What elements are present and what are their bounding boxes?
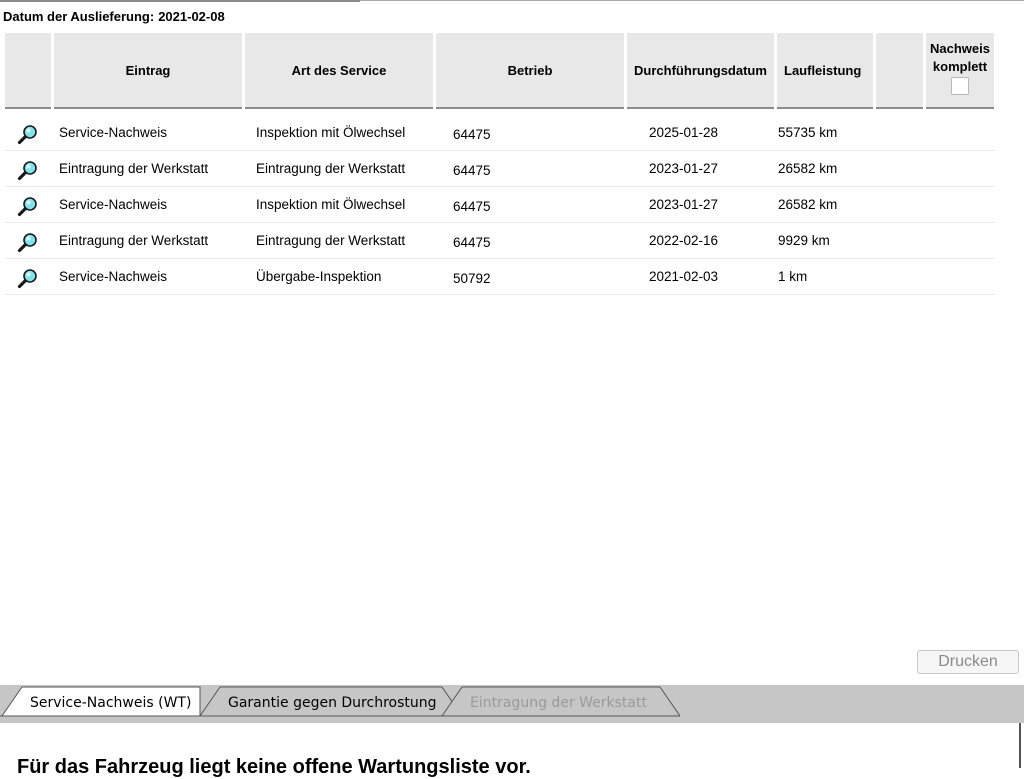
proof-complete-checkbox[interactable] bbox=[951, 77, 969, 95]
header-entry[interactable]: Eintrag bbox=[54, 33, 242, 109]
delivery-date-value: 2021-02-08 bbox=[158, 9, 225, 24]
magnifier-icon[interactable] bbox=[17, 195, 39, 217]
header-workshop[interactable]: Betrieb bbox=[436, 33, 624, 109]
table-row[interactable] bbox=[5, 187, 995, 223]
print-button[interactable]: Drucken bbox=[917, 650, 1019, 674]
tab-service-proof[interactable]: Service-Nachweis (WT) bbox=[30, 695, 192, 711]
cell-mileage: 26582 km bbox=[778, 161, 838, 176]
magnifier-icon[interactable] bbox=[17, 267, 39, 289]
delivery-date bbox=[3, 9, 225, 24]
header-proof-complete bbox=[926, 33, 994, 109]
cell-date: 2022-02-16 bbox=[649, 233, 719, 248]
cell-entry: Eintragung der Werkstatt bbox=[59, 233, 209, 248]
header-service-type[interactable]: Art des Service bbox=[245, 33, 433, 109]
table-row[interactable] bbox=[5, 223, 995, 259]
delivery-date-label: Datum der Auslieferung: bbox=[3, 9, 155, 24]
table-row[interactable] bbox=[5, 115, 995, 151]
cell-workshop: 64475 bbox=[453, 235, 491, 250]
magnifier-icon[interactable] bbox=[17, 231, 39, 253]
cell-date: 2023-01-27 bbox=[649, 197, 719, 212]
cell-service-type: Inspektion mit Ölwechsel bbox=[256, 197, 406, 212]
cell-workshop: 50792 bbox=[453, 271, 491, 286]
table-header bbox=[0, 33, 1000, 111]
cell-mileage: 9929 km bbox=[778, 233, 830, 248]
header-mileage[interactable]: Laufleistung bbox=[777, 33, 873, 109]
cell-entry: Eintragung der Werkstatt bbox=[59, 161, 209, 176]
cell-service-type: Eintragung der Werkstatt bbox=[256, 161, 406, 176]
cell-entry: Service-Nachweis bbox=[59, 125, 168, 140]
magnifier-icon[interactable] bbox=[17, 159, 39, 181]
magnifier-icon[interactable] bbox=[17, 123, 39, 145]
cell-entry: Service-Nachweis bbox=[59, 197, 168, 212]
header-empty-column bbox=[876, 33, 923, 109]
maintenance-message: Für das Fahrzeug liegt keine offene Wartungsliste vor. bbox=[17, 756, 531, 778]
cell-service-type: Übergabe-Inspektion bbox=[256, 269, 382, 284]
cell-workshop: 64475 bbox=[453, 199, 491, 214]
tab-rust-warranty[interactable]: Garantie gegen Durchrostung bbox=[228, 695, 437, 711]
cell-workshop: 64475 bbox=[453, 163, 491, 178]
cell-service-type: Eintragung der Werkstatt bbox=[256, 233, 406, 248]
right-border bbox=[1019, 723, 1021, 768]
cell-workshop: 64475 bbox=[453, 127, 491, 142]
header-proof-line2: komplett bbox=[932, 59, 988, 74]
cell-mileage: 26582 km bbox=[778, 197, 838, 212]
cell-date: 2021-02-03 bbox=[649, 269, 719, 284]
cell-date: 2025-01-28 bbox=[649, 125, 719, 140]
tab-workshop-entry[interactable]: Eintragung der Werkstatt bbox=[470, 695, 647, 711]
cell-entry: Service-Nachweis bbox=[59, 269, 168, 284]
cell-mileage: 55735 km bbox=[778, 125, 838, 140]
cell-mileage: 1 km bbox=[778, 269, 808, 284]
cell-service-type: Inspektion mit Ölwechsel bbox=[256, 125, 406, 140]
header-icon-column bbox=[5, 33, 51, 109]
table-row[interactable] bbox=[5, 151, 995, 187]
header-proof-line1: Nachweis bbox=[930, 41, 990, 56]
table-row[interactable] bbox=[5, 259, 995, 295]
cell-date: 2023-01-27 bbox=[649, 161, 719, 176]
header-date[interactable]: Durchführungsdatum bbox=[627, 33, 774, 109]
top-border bbox=[0, 0, 1024, 3]
